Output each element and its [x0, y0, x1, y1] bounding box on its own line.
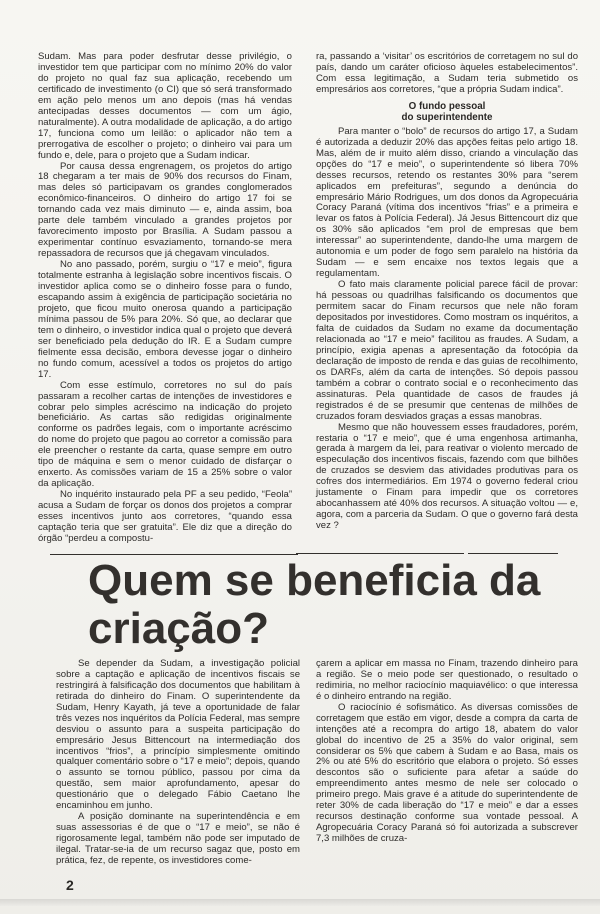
- paragraph: O fato mais claramente policial parece fácil de provar: há pessoas ou quadrilhas falsificando os documentos que permitem sacar do Finam recursos que nele não foram depositados por investidores. Como mostram os inquéritos, a falta de cuidados da Sudam no exame da documentação relacionada ao “17 e meio” facilitou as fraudes. A Sudam, a princípio, exigia apenas a apresentação da fotocópia da declaração de imposto de renda e das guias de recolhimento, os DARFs, além da carta de intenções. Só depois passou também a cobrar o contrato social e o reconhecimento das assinaturas. Pela quantidade de casos de fraudes já registrados é de se presumir que centenas de milhões de cruzados foram desviados graças a essas manobras.: [316, 279, 578, 422]
- bottom-left-column: [56, 659, 300, 867]
- divider-rule: [296, 553, 464, 555]
- subheading-line: O fundo pessoal: [408, 100, 486, 112]
- top-section: [38, 52, 578, 545]
- bottom-section: [56, 659, 578, 867]
- paragraph: Se depender da Sudam, a investigação policial sobre a captação e aplicação de incentivos fiscais se restringirá à falsificação dos documentos que habilitam à retirada do dinheiro do Finam. O superintendente da Sudam, Henry Kayath, já teve a oportunidade de falar três vezes nos inquéritos da Polícia Federal, mas sempre desviou o assunto para a suspeita participação do empresário Jesus Bittencourt na intermediação dos incentivos “frios”, a princípio simplesmente omitindo qualquer comentário sobre o “17 e meio”; depois, quando o assunto se tornou público, passou por cima da questão, sem maior aprofundamento, apesar do questionário que o delegado Fábio Caetano lhe encaminhou em junho.: [56, 657, 300, 812]
- top-right-column: [316, 52, 578, 532]
- paragraph: Sudam. Mas para poder desfrutar desse privilégio, o investidor tem que participar com no mínimo 20% do valor do projeto no qual faz sua aplicação, recebendo um certificado de investimento (o CI) que só será transformado em ação pelo menos um ano depois (mas há vendas antecipadas desses documentos — com um ágio, naturalmente). A outra modalidade de aplicação, a do artigo 17, funciona como um leilão: o aplicador não tem a prerrogativa de escolher o projeto; o dinheiro vai para um fundo e, dele, para o projeto que a Sudam indicar.: [38, 51, 292, 161]
- article-headline: Quem se beneficia da criação?: [88, 555, 541, 653]
- bottom-right-column: [316, 659, 578, 845]
- paragraph: Mesmo que não houvessem esses fraudadores, porém, restaria o “17 e meio”, que é uma engenhosa artimanha, gerada à margem da lei, para reativar o violento mercado de especulação dos incentivos fiscais, fazendo com que bilhões de cruzados se desviem das atividades produtivas para os cofres dos intermediários. Em 1974 o governo federal criou justamente o Finam para impedir que os corretores abocanhassem até 40% dos recursos. A situação voltou — e, agora, com a parceria da Sudam. O que o governo fará desta vez ?: [316, 421, 578, 532]
- top-left-column: [38, 52, 292, 545]
- page-edge: [0, 899, 600, 906]
- paragraph: Com esse estímulo, corretores no sul do país passaram a recolher cartas de intenções de investidores e cobrar pelo simples acréscimo na indicação do projeto beneficiário. As cartas são redigidas originalmente conforme os padrões legais, com o importante acréscimo do nome do projeto que pagou ao corretor a comissão para ele preencher o restante da carta, quase sempre em outro tipo de máquina e sem o menor cuidado de disfarçar o enxerto. As comissões variam de 15 a 25% sobre o valor da aplicação.: [38, 379, 292, 490]
- paragraph: A posição dominante na superintendência e em suas assessorias é de que o “17 e meio”, se não é rigorosamente legal, também não pode ser imputado de ilegal. Tratar-se-ia de um recurso sagaz que, posto em prática, fez, de repente, os investidores come-: [56, 811, 300, 867]
- divider-rule: [50, 554, 298, 556]
- subheading-line: do superintendente: [401, 112, 493, 124]
- paragraph: Para manter o “bolo” de recursos do artigo 17, a Sudam é autorizada a deduzir 20% das apções feitas pelo artigo 18. Mas, além de ir muito além disso, criando a vinculação das opções do “17 e meio”, o superintendente só libera 70% desses recursos, retendo os restantes 30% para “serem aplicados em prefeituras”, segundo a denúncia do empresário Mário Rodrigues, um dos donos da Agropecuária Coracy Paraná (vítima dos incentivos “frias” e a primeira e levar os fatos à Polícia Federal). Já Jesus Bittencourt diz que os 30% são aplicados “em prol de empresas que bem interessar” ao superintendente, dando-lhe uma margem de autonomia e um poder de fogo sem paralelo na história da Sudam — e sem encaixe nos textos legais que a regulamentam.: [316, 125, 578, 280]
- section-divider: [50, 553, 558, 557]
- paragraph: ra, passando a ‘visitar’ os escritórios de corretagem no sul do país, dando um caráter oficioso àqueles estabelecimentos”. Com essa legitimação, a Sudam teria submetido os empresários aos corretores, “que a própria Sudam indica”.: [316, 51, 578, 95]
- section-subheading: [316, 101, 578, 124]
- paragraph: Por causa dessa engrenagem, os projetos do artigo 18 chegaram a ter mais de 90% dos recursos do Finam, mas deles só participavam os grandes conglomerados econômico-financeiros. O dinheiro do artigo 17 foi se tornando cada vez mais diminuto — e, ainda assim, boa parte dele também vinculado a grandes projetos por favorecimento imposto por Brasília. A Sudam passou a experimentar contínuo esvaziamento, tornando-se mera repassadora de recursos que já chegavam vinculados.: [38, 160, 292, 260]
- divider-rule: [468, 553, 558, 555]
- paragraph: O raciocínio é sofismático. As diversas comissões de corretagem que estão em vigor, desde a compra da carta de intenções até a recompra do artigo 18, abatem do valor global do incentivo de 25 a 35% do valor original, sem considerar os 5% que cabem à Sudam e ao Basa, mais os 2% ou até 5% do escritório que elabora o projeto. Só esses descontos são o suficiente para afetar a saúde do empreendimento antes mesmo de nele ser colocado o primeiro prego. Mais grave é a atitude do superintendente de reter 30% de cada liberação do “17 e meio” e dar a esses recursos destinação conforme sua vontade pessoal. A Agropecuária Coracy Paraná só foi autorizada a subscrever 7,3 milhões de cruza-: [316, 701, 578, 845]
- page-number: 2: [66, 877, 74, 893]
- paragraph: No ano passado, porém, surgiu o “17 e meio”, figura totalmente estranha à legislação sobre incentivos fiscais. O investidor aplica como se o dinheiro fosse para o fundo, escapando assim à exigência de participação societária no projeto, que ficou muito onerosa quando a participação mínima passou de 5% para 20%. Só que, ao declarar que tem o dinheiro, o investidor indica qual o projeto que deverá ser beneficiado pela dedução do IR. E a Sudam cumpre fielmente essa decisão, embora devesse jogar o dinheiro no fundo comum, acessível a todos os projetos do artigo 17.: [38, 259, 292, 380]
- paragraph: çarem a aplicar em massa no Finam, trazendo dinheiro para a região. Se o meio pode ser questionado, o resultado o redimiria, no melhor raciocínio maquiavélico: o que interessa é o dinheiro entrando na região.: [316, 657, 578, 702]
- paragraph: No inquérito instaurado pela PF a seu pedido, “Feola” acusa a Sudam de forçar os donos dos projetos a comprar esses incentivos junto aos corretores, “quando essa captação teria que ser gratuita”. Ele diz que a direção do órgão “perdeu a compostu-: [38, 489, 292, 544]
